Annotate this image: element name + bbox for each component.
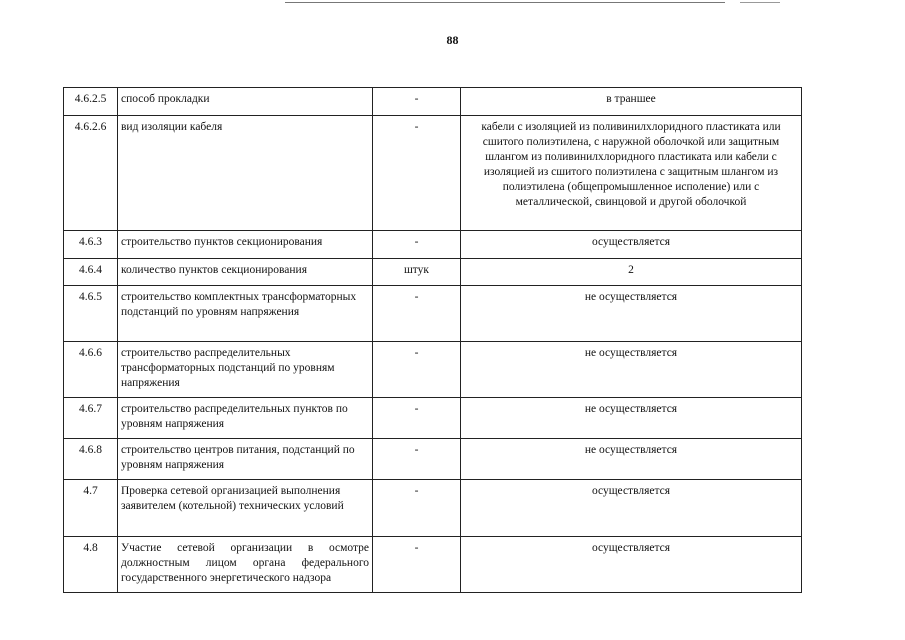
row-number: 4.6.2.6	[64, 116, 118, 231]
row-name: строительство комплектных трансформаторных подстанций по уровням напряжения	[118, 286, 373, 342]
row-number: 4.6.7	[64, 398, 118, 439]
table-row	[64, 439, 802, 480]
row-number: 4.6.4	[64, 259, 118, 286]
row-unit: штук	[373, 259, 461, 286]
table-row	[64, 537, 802, 593]
row-value: не осуществляется	[461, 398, 802, 439]
row-number: 4.6.8	[64, 439, 118, 480]
row-value: 2	[461, 259, 802, 286]
row-value: осуществляется	[461, 231, 802, 259]
row-number: 4.6.5	[64, 286, 118, 342]
row-value: осуществляется	[461, 480, 802, 537]
row-unit: -	[373, 480, 461, 537]
row-value: не осуществляется	[461, 286, 802, 342]
row-unit: -	[373, 231, 461, 259]
row-name: Участие сетевой организации в осмотре должностным лицом органа федерального государственного энергетического надзора	[118, 537, 373, 593]
row-value: осуществляется	[461, 537, 802, 593]
table-row	[64, 88, 802, 116]
row-unit: -	[373, 342, 461, 398]
row-name: количество пунктов секционирования	[118, 259, 373, 286]
row-name: строительство пунктов секционирования	[118, 231, 373, 259]
row-name: строительство центров питания, подстанций по уровням напряжения	[118, 439, 373, 480]
top-border-line-short	[740, 2, 780, 3]
row-value: кабели с изоляцией из поливинилхлоридного пластиката или сшитого полиэтилена, с наружной оболочкой или защитным шлангом из поливинилхлоридного пластиката или кабели с изоляцией из сшитого полиэтилена с защитным шлангом из полиэтилена (общепромышленное исполение) или с металлической, свинцовой и другой оболочкой	[461, 116, 802, 231]
row-value: не осуществляется	[461, 342, 802, 398]
row-name: строительство распределительных трансформаторных подстанций по уровням напряжения	[118, 342, 373, 398]
top-border-line	[285, 2, 725, 3]
document-table	[63, 87, 802, 593]
row-number: 4.6.2.5	[64, 88, 118, 116]
row-number: 4.7	[64, 480, 118, 537]
row-number: 4.8	[64, 537, 118, 593]
table-row	[64, 231, 802, 259]
row-unit: -	[373, 116, 461, 231]
table-row	[64, 259, 802, 286]
row-value: в траншее	[461, 88, 802, 116]
row-number: 4.6.3	[64, 231, 118, 259]
row-unit: -	[373, 88, 461, 116]
row-number: 4.6.6	[64, 342, 118, 398]
row-unit: -	[373, 286, 461, 342]
page-number: 88	[446, 33, 459, 47]
table-row	[64, 116, 802, 231]
row-unit: -	[373, 439, 461, 480]
table-row	[64, 286, 802, 342]
row-unit: -	[373, 537, 461, 593]
row-name: вид изоляции кабеля	[118, 116, 373, 231]
row-unit: -	[373, 398, 461, 439]
table-row	[64, 480, 802, 537]
row-name: Проверка сетевой организацией выполнения заявителем (котельной) технических условий	[118, 480, 373, 537]
row-name: строительство распределительных пунктов по уровням напряжения	[118, 398, 373, 439]
row-name: способ прокладки	[118, 88, 373, 116]
table-row	[64, 398, 802, 439]
table-row	[64, 342, 802, 398]
row-value: не осуществляется	[461, 439, 802, 480]
